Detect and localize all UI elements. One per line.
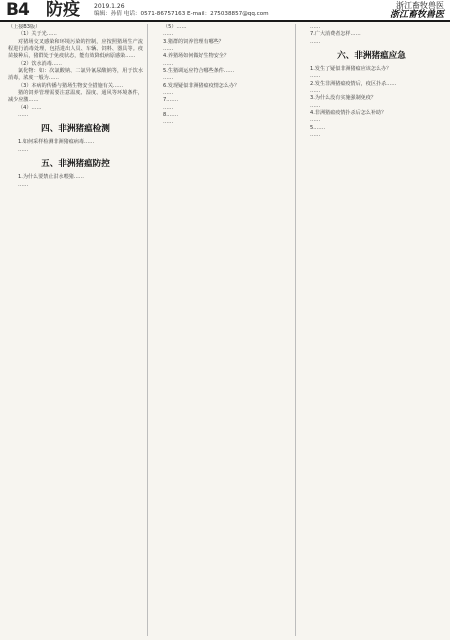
paragraph: 氯化物：如：次氯酸钠、二氯异氰尿酸钠等，用于饮水消毒，浓度一般为…… <box>8 68 143 82</box>
paragraph: 1.如何采样检测非洲猪瘟病毒…… <box>18 139 95 146</box>
paragraph: 2.发生非洲猪瘟疫情后，疫区扑杀…… <box>310 80 397 87</box>
paragraph: 7.广大消费者怎样…… <box>310 31 361 38</box>
paragraph: …… <box>163 104 174 111</box>
paragraph: 5.生猪调运应符合哪些条件…… <box>163 68 235 75</box>
paragraph: …… <box>310 38 321 45</box>
paragraph: …… <box>163 75 174 82</box>
paragraph: …… <box>310 117 321 124</box>
article-column-2 <box>153 24 290 636</box>
section-heading: 四、非洲猪瘟检测 <box>41 124 110 135</box>
paragraph: …… <box>310 132 321 139</box>
paragraph: …… <box>310 73 321 80</box>
paragraph: 1.发生了疑似非洲猪瘟应该怎么办？ <box>310 66 392 73</box>
paragraph: 5.…… <box>310 124 326 131</box>
paragraph: （2）饮水消毒…… <box>18 60 62 67</box>
article-column-1 <box>8 24 143 636</box>
section-title: 防疫 <box>46 0 80 20</box>
paragraph: 1.为什么要禁止泔水喂猪…… <box>18 174 84 181</box>
paragraph: 7.…… <box>163 97 179 104</box>
paragraph: …… <box>163 119 174 126</box>
column-divider <box>295 24 296 636</box>
paragraph: 6.发现疑似非洲猪瘟疫情怎么办？ <box>163 82 240 89</box>
paragraph: 3.为什么没有实施强制免疫？ <box>310 95 376 102</box>
paragraph: …… <box>18 146 29 153</box>
paragraph: …… <box>163 46 174 53</box>
paragraph: 4.养猪场如何做好生物安全？ <box>163 53 229 60</box>
paper-logo: 浙江畜牧兽医 <box>389 10 444 20</box>
article-column-3 <box>300 24 443 636</box>
paragraph: （1）关于光…… <box>18 31 57 38</box>
paragraph: （4）…… <box>18 104 42 111</box>
page-number: B4 <box>6 0 29 20</box>
paragraph: 猪的饲养管理需要注意温度、湿度、通风等环境条件，减少应激…… <box>8 90 143 104</box>
issue-date: 2019.1.26 <box>94 3 125 10</box>
masthead <box>0 0 450 22</box>
column-divider <box>147 24 148 636</box>
paragraph: …… <box>163 31 174 38</box>
paragraph: 对猪场交叉感染和环境污染的控制，应按照猪场生产流程进行消毒处理，包括进出人员、车辆、饲料、器具等。疫苗接种后，猪群处于免疫状态，能有效降低病原感染…… <box>8 38 143 60</box>
editor-contact: 编辑：孙倩 电话：0571-86757163 E-mail：275038857@qq.com <box>94 10 269 17</box>
paragraph: 8.…… <box>163 112 179 119</box>
paragraph: …… <box>18 112 29 119</box>
paragraph: …… <box>310 102 321 109</box>
paragraph: …… <box>163 90 174 97</box>
paper-name: 浙江畜牧兽医 <box>396 1 444 10</box>
paragraph: …… <box>163 60 174 67</box>
paragraph: 4.非洲猪瘟疫情扑杀后怎么补助？ <box>310 110 387 117</box>
paragraph: …… <box>18 181 29 188</box>
paragraph: 3.猪群的饲养管理有哪些？ <box>163 38 224 45</box>
paragraph: …… <box>310 24 321 30</box>
paragraph: …… <box>310 88 321 95</box>
paragraph: （上接B3版） <box>8 24 41 30</box>
paragraph: （3）本病的传播与猪场生物安全措施有关…… <box>18 82 124 89</box>
section-heading: 五、非洲猪瘟防控 <box>41 159 110 170</box>
paragraph: （5）…… <box>163 24 187 30</box>
section-heading: 六、非洲猪瘟应急 <box>337 51 406 62</box>
